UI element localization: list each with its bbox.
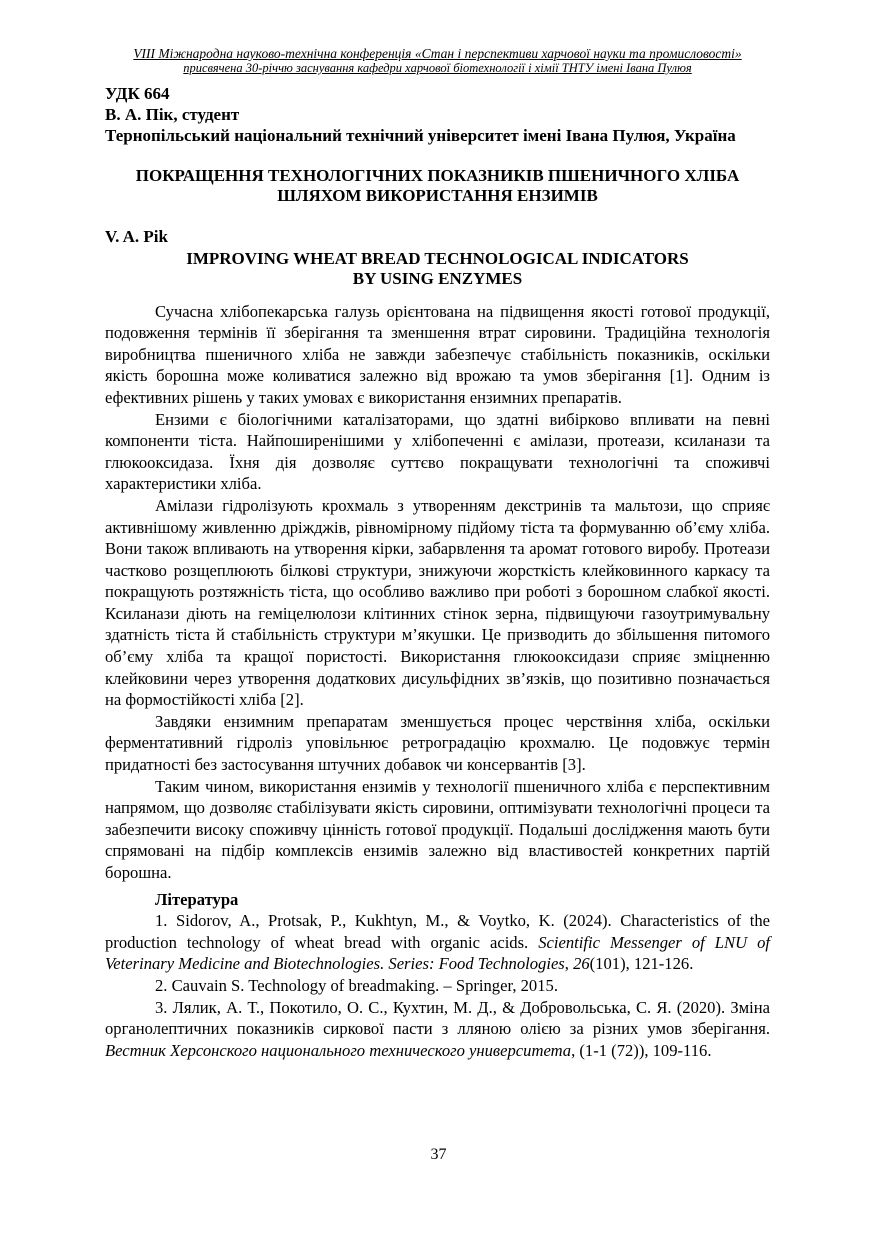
conference-subtitle — [105, 61, 770, 75]
conference-title-text: VIII Міжнародна науково-технічна конференція «Стан і перспективи харчової науки та промисловості» — [133, 46, 742, 61]
reference-item-1 — [105, 910, 770, 975]
reference-text: 3. Лялик, А. Т., Покотило, О. С., Кухтин, М. Д., & Добровольська, С. Я. (2020). Зміна органолептичних показників сиркової пасти з лляною олією за різних умов зберігання. — [105, 997, 770, 1039]
article-title-ua-line2: ШЛЯХОМ ВИКОРИСТАННЯ ЕНЗИМІВ — [277, 186, 598, 206]
author-ua: В. А. Пік, студент — [105, 104, 240, 124]
reference-text: 2. Cauvain S. Technology of breadmaking. – Springer, 2015. — [155, 975, 558, 995]
running-header — [105, 46, 770, 75]
page-content — [105, 46, 770, 1061]
article-title-ua — [105, 166, 770, 206]
reference-text: (101), 121-126. — [589, 954, 694, 974]
paragraph-4: Завдяки ензимним препаратам зменшується процес черствіння хліба, оскільки ферментативний гідроліз уповільнює ретроградацію крохмалю. Це подовжує термін придатності без застосування штучних добавок чи консервантів [3]. — [105, 711, 770, 775]
reference-journal-title: 26 — [573, 954, 590, 974]
article-title-en-line1: IMPROVING WHEAT BREAD TECHNOLOGICAL INDICATORS — [186, 248, 689, 268]
conference-title — [105, 46, 770, 61]
paragraph-3: Амілази гідролізують крохмаль з утворенням декстринів та мальтози, що сприяє активнішому живленню дріжджів, рівномірному підйому тіста та формуванню об’єму хліба. Вони також впливають на утворення кірки, забарвлення та аромат готового виробу. Протеази частково розщеплюють білкові структури, знижуючи жорсткість клейковинного каркасу та покращують розтяжність тіста, що особливо важливо при роботі з борошном слабкої якості. Ксиланази діють на геміцелюлози клітинних стінок зерна, підвищуючи газоутримувальну здатність тіста й стабільність структури м’якушки. Це призводить до збільшення питомого об’єму хліба та кращої пористості. Використання глюкооксидази сприяє зміцненню клейковини через утворення додаткових дисульфідних зв’язків, що позитивно позначається на формостійкості хліба [2]. — [105, 495, 770, 710]
author-en: V. A. Pik — [105, 226, 168, 246]
reference-text: , (1-1 (72)), 109-116. — [571, 1040, 712, 1060]
article-body — [105, 301, 770, 884]
article-title-en-line2: BY USING ENZYMES — [352, 268, 523, 288]
paragraph-1: Сучасна хлібопекарська галузь орієнтована на підвищення якості готової продукції, подовження термінів її зберігання та зменшення втрат сировини. Традиційна технологія виробництва пшеничного хліба не завжди забезпечує стабільність показників, оскільки якість борошна може коливатися залежно від врожаю та умов зберігання [1]. Одним із ефективних рішень у таких умовах є використання ензимних препаратів. — [105, 301, 770, 407]
reference-text: 1. Sidorov, A., Protsak, P., Kukhtyn, M., & Voytko, K. (2024). Characteristics of the production technology of wheat bread with organic acids. — [105, 911, 770, 952]
conference-subtitle-text: присвячена 30-річчю заснування кафедри харчової біотехнології і хімії ТНТУ імені Івана Пулюя — [183, 61, 692, 75]
references-heading: Література — [155, 889, 239, 909]
article-title-en — [105, 249, 770, 289]
reference-journal-title: Scientific Messenger of LNU of Veterinary Medicine and Biotechnologies. Series: Food Technologies — [105, 932, 770, 974]
article-title-ua-line1: ПОКРАЩЕННЯ ТЕХНОЛОГІЧНИХ ПОКАЗНИКІВ ПШЕНИЧНОГО ХЛІБА — [135, 166, 740, 186]
reference-item-2 — [105, 975, 770, 997]
reference-list — [105, 910, 770, 1061]
paragraph-5: Таким чином, використання ензимів у технології пшеничного хліба є перспективним напрямом, що дозволяє стабілізувати якість сировини, оптимізувати технологічні процеси та забезпечити високу споживчу цінність готової продукції. Подальші дослідження мають бути спрямовані на підбір комплексів ензимів залежно від властивостей конкретних партій борошна. — [105, 776, 770, 883]
paragraph-2: Ензими є біологічними каталізаторами, що здатні вибірково впливати на певні компоненти тіста. Найпоширенішими у хлібопеченні є амілази, протеази, ксиланази та глюкооксидаза. Їхня дія дозволяє суттєво покращувати технологічні та споживчі характеристики хліба. — [105, 409, 770, 494]
affiliation-ua: Тернопільський національний технічний університет імені Івана Пулюя, Україна — [105, 125, 736, 145]
references-section — [105, 889, 770, 1062]
reference-journal-title: Вестник Херсонского национального технического университета — [105, 1040, 572, 1060]
article-meta — [105, 84, 770, 146]
page-number: 37 — [430, 1146, 447, 1163]
udc-code: УДК 664 — [105, 84, 170, 103]
reference-item-3 — [105, 997, 770, 1062]
reference-text: , — [564, 954, 574, 974]
